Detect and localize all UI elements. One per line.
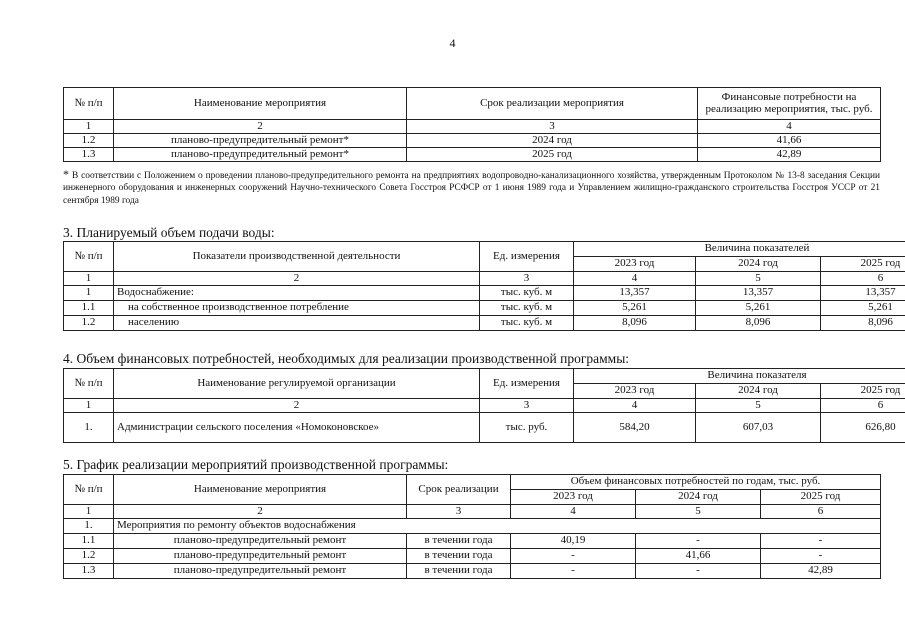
footnote-star: * [63,167,69,181]
table-group-row [64,519,881,534]
header-number: № п/п [64,242,114,272]
table-cell: 2 [114,272,480,286]
table-cell: 13,357 [574,286,696,301]
table-cell: - [761,549,881,564]
table-cell: 5,261 [696,301,821,316]
table-cell: населению [114,316,480,331]
table-cell: тыс. куб. м [480,301,574,316]
header-year: 2025 год [821,384,905,399]
table-cell: планово-предупредительный ремонт* [114,134,407,148]
table-cell: 2 [114,120,407,134]
table-cell: 3 [407,120,698,134]
header-number: № п/п [64,475,114,505]
table-row [64,316,905,331]
header-unit: Ед. измерения [480,242,574,272]
header-year: 2025 год [821,257,905,272]
table-cell: 3 [407,505,511,519]
table-header-row [64,242,905,257]
table-cell: 2024 год [407,134,698,148]
table-cell: Водоснабжение: [114,286,480,301]
table-cell: в течении года [407,564,511,579]
table-cell: - [636,534,761,549]
table-cell: тыс. куб. м [480,286,574,301]
table-cell: 13,357 [821,286,905,301]
table-cell: 5 [696,272,821,286]
financial-needs-table [63,368,905,443]
table-cell: 5 [636,505,761,519]
table-cell: 42,89 [761,564,881,579]
table-cell: в течении года [407,534,511,549]
table-cell: 8,096 [696,316,821,331]
table-cell: - [511,564,636,579]
table-cell: Мероприятия по ремонту объектов водоснабжения [114,519,881,534]
table-cell: 2 [114,399,480,413]
header-year: 2023 год [574,384,696,399]
table-cell: тыс. руб. [480,413,574,443]
table-cell: 1.3 [64,148,114,162]
table-cell: 4 [698,120,881,134]
table-row [64,534,881,549]
table-row [64,134,881,148]
page-number: 4 [449,36,456,50]
table-cell: 6 [761,505,881,519]
header-year: 2024 год [696,384,821,399]
table-row [64,564,881,579]
table-cell: 2025 год [407,148,698,162]
header-unit: Ед. измерения [480,369,574,399]
header-indicators: Показатели производственной деятельности [114,242,480,272]
section-4-title: 4. Объем финансовых потребностей, необходимых для реализации производственной программы: [63,351,630,366]
table-index-row [64,120,881,134]
table-cell: 1. [64,519,114,534]
table-cell: 584,20 [574,413,696,443]
header-year: 2025 год [761,490,881,505]
header-event-name: Наименование мероприятия [114,88,407,120]
table-cell: 4 [574,272,696,286]
table-cell: 1.1 [64,301,114,316]
table-cell: 8,096 [821,316,905,331]
table-cell: тыс. куб. м [480,316,574,331]
table-cell: 1.2 [64,549,114,564]
table-cell: планово-предупредительный ремонт [114,564,407,579]
header-finance-by-year: Объем финансовых потребностей по годам, тыс. руб. [511,475,881,490]
table-cell: 6 [821,399,905,413]
table-cell: - [511,549,636,564]
table-cell: планово-предупредительный ремонт [114,549,407,564]
table-cell: в течении года [407,549,511,564]
header-finance: Финансовые потребности на реализацию мероприятия, тыс. руб. [698,88,881,120]
table-cell: 4 [574,399,696,413]
table-cell: 42,89 [698,148,881,162]
table-cell: 607,03 [696,413,821,443]
table-cell: 3 [480,272,574,286]
footnote-text: В соответствии с Положением о проведении планово-предупредительного ремонта на предприятиях водопроводно-канализационного хозяйства, утвержденным Протоколом № 13-8 заседания Секции инженерного оборудования и инженерных сооружений Научно-технического Совета Госстроя РСФСР от 1 июня 1989 года и Управлением жилищно-гражданского строительства Госстроя УССР от 21 сентября 1989 года [63,171,880,206]
table-cell: 1 [64,399,114,413]
table-cell: 1.2 [64,316,114,331]
table-row [64,301,905,316]
table-index-row [64,272,905,286]
table-cell: 1.1 [64,534,114,549]
header-value: Величина показателя [574,369,905,384]
table-cell: планово-предупредительный ремонт [114,534,407,549]
table-cell: 40,19 [511,534,636,549]
table-cell: - [636,564,761,579]
footnote [63,168,880,207]
table-cell: 1 [64,286,114,301]
header-number: № п/п [64,369,114,399]
table-cell: 5,261 [574,301,696,316]
table-cell: 6 [821,272,905,286]
table-cell: Администрации сельского поселения «Номоконовское» [114,413,480,443]
table-cell: 1. [64,413,114,443]
header-number: № п/п [64,88,114,120]
events-finance-table [63,87,881,162]
section-3-title: 3. Планируемый объем подачи воды: [63,225,275,240]
table-header-row [64,475,881,490]
table-cell: 5,261 [821,301,905,316]
table-header-row [64,369,905,384]
table-cell: 1 [64,120,114,134]
header-values: Величина показателей [574,242,905,257]
header-year: 2023 год [511,490,636,505]
table-cell: планово-предупредительный ремонт* [114,148,407,162]
table-index-row [64,505,881,519]
table-row [64,413,905,443]
water-supply-table [63,241,905,331]
table-cell: 8,096 [574,316,696,331]
header-year: 2024 год [696,257,821,272]
table-cell: 1.2 [64,134,114,148]
table-cell: 41,66 [698,134,881,148]
table-cell: 2 [114,505,407,519]
table-cell: 41,66 [636,549,761,564]
table-cell: 4 [511,505,636,519]
table-cell: - [761,534,881,549]
table-cell: 3 [480,399,574,413]
schedule-table [63,474,881,579]
header-organization: Наименование регулируемой организации [114,369,480,399]
header-period: Срок реализации мероприятия [407,88,698,120]
header-period: Срок реализации [407,475,511,505]
table-cell: 5 [696,399,821,413]
table-cell: на собственное производственное потребление [114,301,480,316]
table-row [64,286,905,301]
table-cell: 1.3 [64,564,114,579]
section-5-title: 5. График реализации мероприятий производственной программы: [63,457,449,472]
table-cell: 13,357 [696,286,821,301]
header-event-name: Наименование мероприятия [114,475,407,505]
table-header-row [64,88,881,120]
table-row [64,148,881,162]
table-row [64,549,881,564]
header-year: 2023 год [574,257,696,272]
header-year: 2024 год [636,490,761,505]
table-cell: 626,80 [821,413,905,443]
table-cell: 1 [64,272,114,286]
table-index-row [64,399,905,413]
table-cell: 1 [64,505,114,519]
